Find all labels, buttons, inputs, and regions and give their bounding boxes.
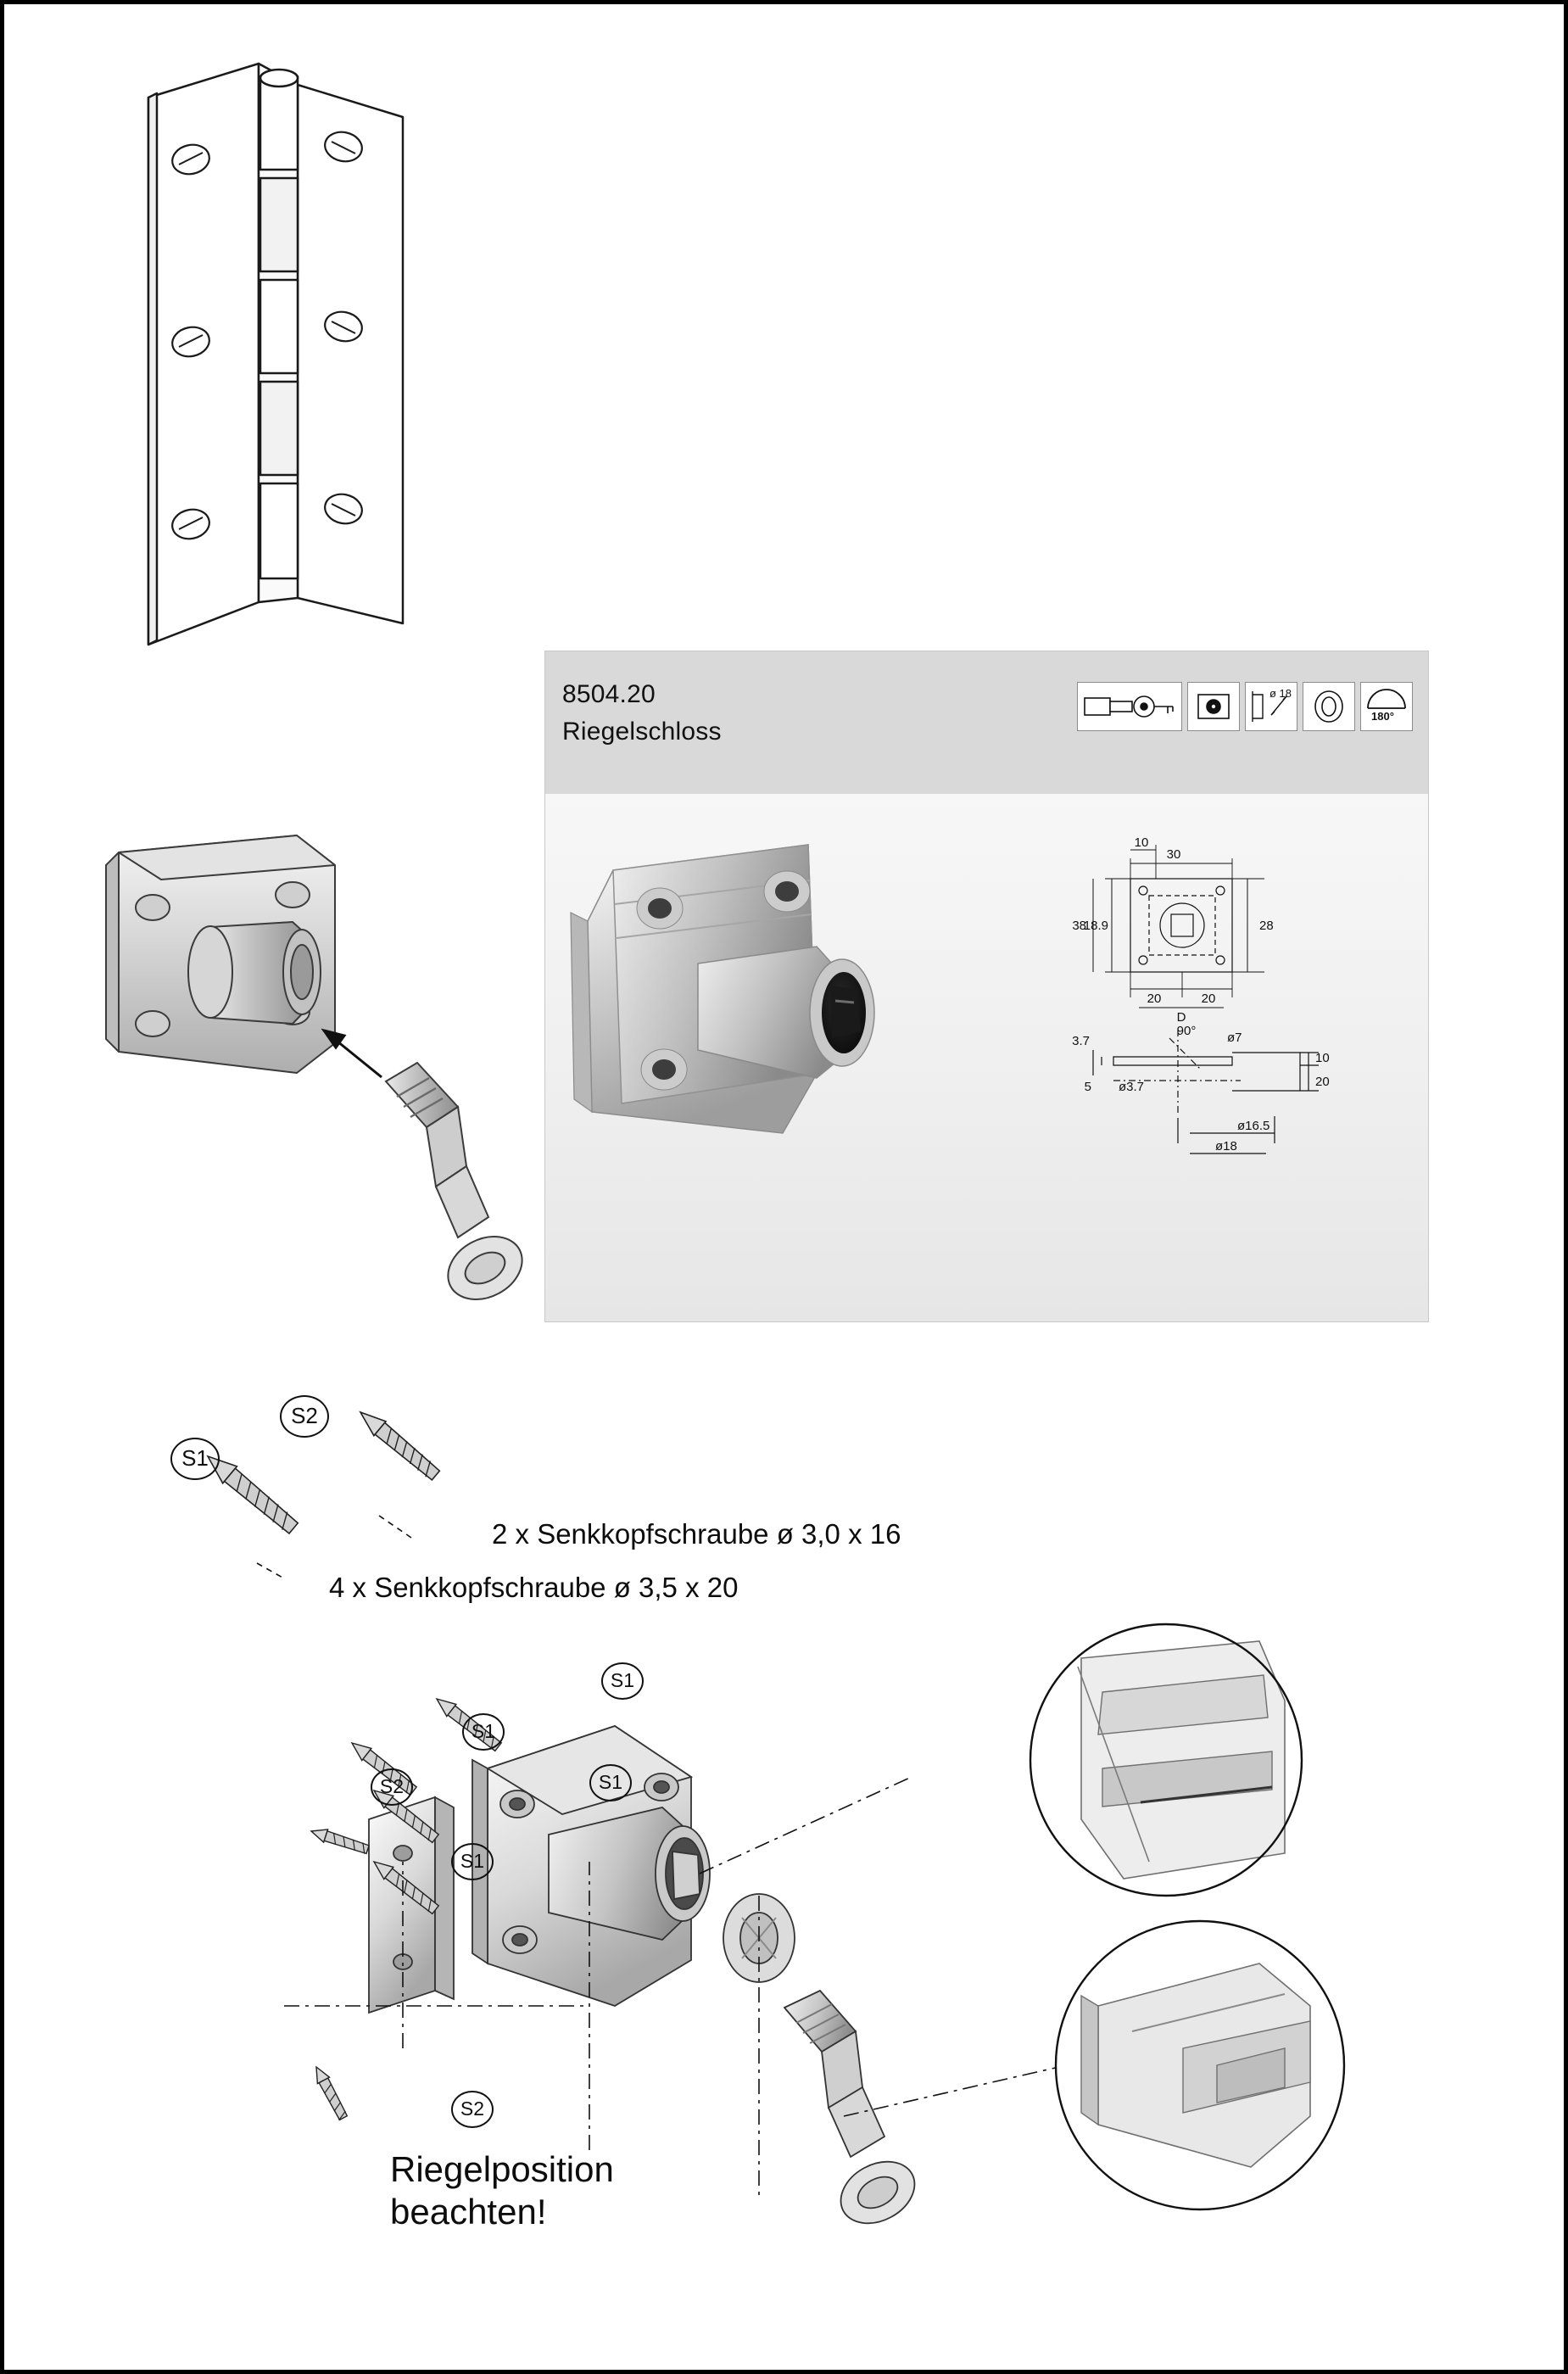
assembly-note-line1: Riegelposition (390, 2149, 614, 2189)
callout-s2-a: S2 (371, 1768, 413, 1806)
hinge-drawing (131, 51, 488, 662)
svg-text:38: 38 (1072, 919, 1086, 933)
picto-label-diameter: ø 18 (1269, 687, 1292, 700)
svg-text:30: 30 (1166, 847, 1181, 862)
escutcheon-picto (1303, 682, 1355, 731)
pictogram-row (1077, 682, 1413, 731)
callout-s1-legend: S1 (170, 1438, 220, 1480)
screw-4x-label: 4 x Senkkopfschraube ø 3,5 x 20 (329, 1572, 739, 1603)
picto-label-angle: 180° (1371, 710, 1394, 723)
product-name: Riegelschloss (562, 718, 722, 746)
svg-text:3.7: 3.7 (1072, 1034, 1090, 1048)
screw-2x-label: 2 x Senkkopfschraube ø 3,0 x 16 (492, 1518, 901, 1550)
opening-angle-picto (1360, 682, 1413, 731)
callout-s1-c: S1 (589, 1764, 632, 1801)
product-card-body (545, 794, 1428, 1321)
lock-cylinder-key-picto (1077, 682, 1182, 731)
product-code: 8504.20 (562, 680, 656, 708)
svg-text:5: 5 (1084, 1080, 1091, 1094)
door-thickness-picto (1245, 682, 1297, 731)
svg-text:20: 20 (1201, 991, 1216, 1006)
assembly-note (390, 2148, 614, 2232)
technical-drawing (1020, 811, 1393, 1193)
svg-text:90°: 90° (1176, 1024, 1197, 1038)
assembly-note-line2: beachten! (390, 2191, 547, 2232)
callout-s2-legend: S2 (280, 1395, 329, 1438)
lock-face-picto (1187, 682, 1240, 731)
callout-s1-a: S1 (601, 1662, 644, 1700)
svg-text:20: 20 (1147, 991, 1162, 1006)
product-card (544, 651, 1429, 1322)
callout-s2-b: S2 (451, 2091, 494, 2128)
callout-s1-d: S1 (451, 1843, 494, 1880)
svg-text:ø3.7: ø3.7 (1119, 1080, 1145, 1094)
svg-text:ø18: ø18 (1215, 1139, 1237, 1153)
svg-text:10: 10 (1134, 835, 1149, 850)
svg-text:20: 20 (1315, 1075, 1330, 1089)
callout-s1-b: S1 (462, 1713, 505, 1751)
product-card-header (545, 651, 1428, 794)
svg-text:10: 10 (1315, 1051, 1330, 1065)
svg-text:ø7: ø7 (1227, 1031, 1242, 1045)
svg-text:28: 28 (1259, 919, 1274, 933)
lock-product-photo (562, 819, 969, 1226)
svg-text:18.9: 18.9 (1083, 919, 1108, 933)
lock-with-key-drawing (102, 827, 543, 1319)
svg-text:ø16.5: ø16.5 (1237, 1119, 1270, 1133)
svg-text:D: D (1176, 1010, 1186, 1025)
